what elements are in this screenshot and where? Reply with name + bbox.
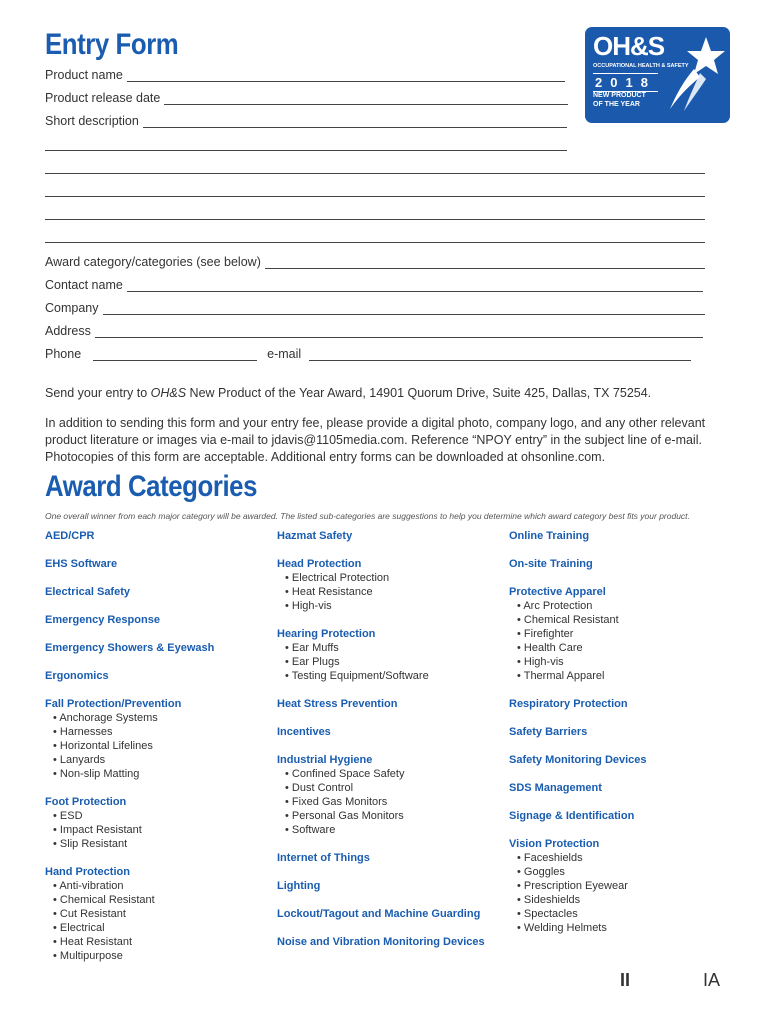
footer-mark-left: II <box>620 970 631 990</box>
subcategory-item: • Dust Control <box>277 781 507 795</box>
company-line[interactable] <box>103 303 705 315</box>
subcategory-item: • Anti-vibration <box>45 879 275 893</box>
subcategory-item: • Arc Protection <box>509 599 739 613</box>
description-line[interactable] <box>45 242 705 243</box>
category-heading: AED/CPR <box>45 530 95 542</box>
subcategory-item: • Faceshields <box>509 851 739 865</box>
address-line[interactable] <box>95 326 703 338</box>
categories-note: One overall winner from each major category will be awarded. The listed sub-categories are suggestions to help you determine which award category best fits your product. <box>45 511 690 521</box>
category-heading: Safety Monitoring Devices <box>509 754 647 766</box>
release-date-line[interactable] <box>164 93 568 105</box>
subcategory-item: • Anchorage Systems <box>45 711 275 725</box>
product-name-line[interactable] <box>127 70 565 82</box>
phone-line[interactable] <box>93 349 257 361</box>
address-label: Address <box>45 324 91 338</box>
subcategory-item: • High-vis <box>509 655 739 669</box>
category-heading: Safety Barriers <box>509 726 588 738</box>
short-description-line[interactable] <box>143 116 567 128</box>
award-category-label: Award category/categories (see below) <box>45 255 261 269</box>
category-heading: Vision Protection <box>509 838 600 850</box>
category-heading: Noise and Vibration Monitoring Devices <box>277 936 485 948</box>
category-heading: Online Training <box>509 530 590 542</box>
send-brand: OH&S <box>150 386 187 400</box>
subcategory-item: • Impact Resistant <box>45 823 275 837</box>
logo-brand: OH&S <box>593 31 665 61</box>
category-column-2 <box>277 529 507 949</box>
description-line[interactable] <box>45 219 705 220</box>
subcategory-item: • Multipurpose <box>45 949 275 963</box>
subcategory-item: • Cut Resistant <box>45 907 275 921</box>
subcategory-item: • Ear Plugs <box>277 655 507 669</box>
send-prefix: Send your entry to <box>45 386 151 400</box>
subcategory-item: • Software <box>277 823 507 837</box>
ohs-logo <box>585 27 730 123</box>
subcategory-item: • Sideshields <box>509 893 739 907</box>
contact-name-field[interactable] <box>45 276 703 292</box>
company-field[interactable] <box>45 299 705 315</box>
categories-title: Award Categories <box>45 470 258 503</box>
logo-year: 2018 <box>595 75 656 90</box>
category-column-3 <box>509 529 739 935</box>
description-line[interactable] <box>45 196 705 197</box>
category-heading: Protective Apparel <box>509 586 606 598</box>
subcategory-item: • Chemical Resistant <box>45 893 275 907</box>
subcategory-item: • Welding Helmets <box>509 921 739 935</box>
subcategory-item: • Goggles <box>509 865 739 879</box>
subcategory-item: • Confined Space Safety <box>277 767 507 781</box>
subcategory-item: • Prescription Eyewear <box>509 879 739 893</box>
category-heading: Internet of Things <box>277 852 370 864</box>
subcategory-item: • Electrical <box>45 921 275 935</box>
subcategory-item: • Testing Equipment/Software <box>277 669 507 683</box>
subcategory-item: • Thermal Apparel <box>509 669 739 683</box>
category-heading: Ergonomics <box>45 670 109 682</box>
category-heading: Heat Stress Prevention <box>277 698 398 710</box>
email-line[interactable] <box>309 349 691 361</box>
product-name-field[interactable] <box>45 66 565 82</box>
subcategory-item: • Spectacles <box>509 907 739 921</box>
logo-award: NEW PRODUCT OF THE YEAR <box>593 92 646 108</box>
category-heading: Hazmat Safety <box>277 530 353 542</box>
subcategory-item: • Horizontal Lifelines <box>45 739 275 753</box>
product-name-label: Product name <box>45 68 123 82</box>
instructions-text: In addition to sending this form and your entry fee, please provide a digital photo, company logo, and any other relevant product literature or images via e-mail to jdavis@1105media.com. Reference “NPOY entry” in the subject line of e-mail. Photocopies of this form are acceptable. Additional entry forms can be downloaded at ohsonline.com. <box>45 416 706 464</box>
contact-name-label: Contact name <box>45 278 123 292</box>
subcategory-item: • Non-slip Matting <box>45 767 275 781</box>
subcategory-item: • Electrical Protection <box>277 571 507 585</box>
category-heading: Fall Protection/Prevention <box>45 698 182 710</box>
category-column-1 <box>45 529 275 963</box>
phone-label: Phone <box>45 347 82 361</box>
category-heading: Foot Protection <box>45 796 127 808</box>
phone-email-field[interactable] <box>45 345 691 361</box>
logo-subtitle: OCCUPATIONAL HEALTH & SAFETY <box>593 63 689 69</box>
subcategory-item: • Heat Resistant <box>45 935 275 949</box>
form-title: Entry Form <box>45 28 179 61</box>
subcategory-item: • Heat Resistance <box>277 585 507 599</box>
subcategory-item: • Fixed Gas Monitors <box>277 795 507 809</box>
category-heading: EHS Software <box>45 558 118 570</box>
category-heading: Signage & Identification <box>509 810 635 822</box>
send-address: New Product of the Year Award, 14901 Quorum Drive, Suite 425, Dallas, TX 75254. <box>186 386 652 400</box>
short-description-label: Short description <box>45 114 139 128</box>
subcategory-item: • Ear Muffs <box>277 641 507 655</box>
category-heading: Emergency Response <box>45 614 160 626</box>
award-category-field[interactable] <box>45 253 705 269</box>
category-heading: Electrical Safety <box>45 586 130 598</box>
category-heading: Respiratory Protection <box>509 698 628 710</box>
release-date-label: Product release date <box>45 91 161 105</box>
footer-mark-right: IA <box>703 970 721 990</box>
category-heading: Industrial Hygiene <box>277 754 373 766</box>
subcategory-item: • High-vis <box>277 599 507 613</box>
subcategory-item: • Personal Gas Monitors <box>277 809 507 823</box>
award-category-line[interactable] <box>265 257 705 269</box>
release-date-field[interactable] <box>45 89 568 105</box>
company-label: Company <box>45 301 99 315</box>
address-field[interactable] <box>45 322 703 338</box>
subcategory-item: • Health Care <box>509 641 739 655</box>
category-heading: Emergency Showers & Eyewash <box>45 642 215 654</box>
category-heading: SDS Management <box>509 782 602 794</box>
subcategory-item: • ESD <box>45 809 275 823</box>
star-icon <box>660 33 726 113</box>
subcategory-item: • Chemical Resistant <box>509 613 739 627</box>
category-heading: Hand Protection <box>45 866 130 878</box>
description-line[interactable] <box>45 150 567 151</box>
category-heading: On-site Training <box>509 558 593 570</box>
send-entry-text <box>45 385 725 402</box>
category-heading: Lockout/Tagout and Machine Guarding <box>277 908 481 920</box>
subcategory-item: • Harnesses <box>45 725 275 739</box>
description-line[interactable] <box>45 173 705 174</box>
subcategory-item: • Firefighter <box>509 627 739 641</box>
subcategory-item: • Lanyards <box>45 753 275 767</box>
category-heading: Head Protection <box>277 558 362 570</box>
category-heading: Incentives <box>277 726 331 738</box>
short-description-field[interactable] <box>45 112 567 128</box>
email-label: e-mail <box>267 347 302 361</box>
category-heading: Hearing Protection <box>277 628 376 640</box>
subcategory-item: • Slip Resistant <box>45 837 275 851</box>
category-heading: Lighting <box>277 880 321 892</box>
contact-name-line[interactable] <box>127 280 703 292</box>
